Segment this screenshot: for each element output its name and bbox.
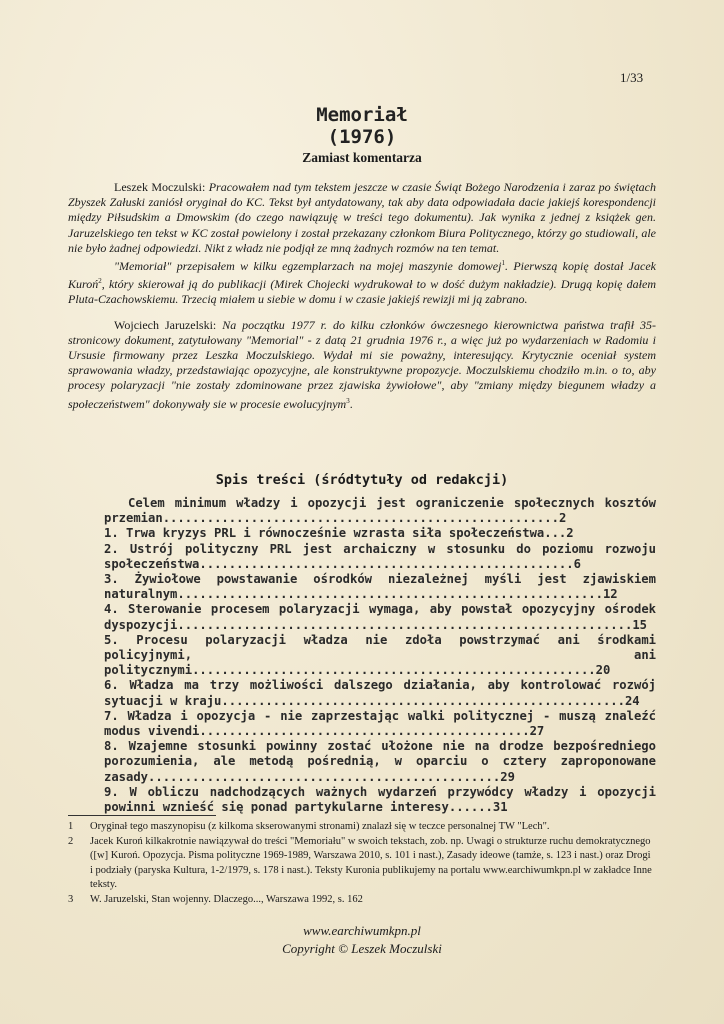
intro-paragraph-2 bbox=[68, 256, 656, 308]
footnote bbox=[68, 893, 656, 908]
toc-entry-title: Celem minimum władzy i opozycji jest ograniczenie społecznych kosztów przemian bbox=[104, 496, 656, 526]
toc-leader: ....................................................... bbox=[192, 663, 596, 678]
toc-entry-title: 5. Procesu polaryzacji władza nie zdoła powstrzymać ani środkami policyjnymi, ani politycznymi bbox=[104, 632, 656, 678]
toc-page-number: 31 bbox=[492, 800, 508, 815]
footnote bbox=[68, 835, 656, 893]
toc-leader: .......................................................... bbox=[177, 587, 603, 602]
author-name: Wojciech Jaruzelski: bbox=[114, 317, 223, 332]
title-text: Memoriał bbox=[316, 104, 408, 126]
intro-paragraph-3 bbox=[68, 318, 656, 412]
title-year: (1976) bbox=[327, 126, 397, 148]
page-footer bbox=[68, 922, 656, 958]
footnote-ref: 1 bbox=[501, 259, 505, 268]
punctuation: . bbox=[349, 396, 353, 411]
document-title bbox=[68, 104, 656, 148]
toc-page-number: 24 bbox=[624, 693, 640, 708]
toc-page-number: 2 bbox=[558, 511, 567, 526]
toc-entry-title: 8. Wzajemne stosunki powinny zostać ułożone nie na drodze bezpośredniego porozumienia, ale metodą pośrednią, w oparciu o cztery zaproponowane zasady bbox=[104, 739, 656, 784]
toc-page-number: 6 bbox=[573, 556, 581, 571]
toc-entry[interactable] bbox=[104, 542, 656, 572]
toc-page-number: 12 bbox=[602, 587, 618, 602]
author-name: Leszek Moczulski: bbox=[114, 180, 209, 194]
quote-text: "Memoriał" przepisałem w kilku egzemplarzach na mojej maszynie domowej bbox=[114, 259, 502, 274]
toc-heading: Spis treści (śródtytuły od redakcji) bbox=[215, 472, 509, 488]
toc-entry-title: 9. W obliczu nadchodzących ważnych wydarzeń przywódcy władzy i opozycji powinni wznieść się ponad partykularne interesy bbox=[104, 784, 656, 815]
toc-entry-title: 3. Żywiołowe powstawanie ośrodków niezależnej myśli jest zjawiskiem naturalnym bbox=[104, 572, 656, 602]
toc-entry[interactable] bbox=[104, 526, 656, 541]
footnote-number: 2 bbox=[68, 835, 74, 847]
quote-text: Na początku 1977 r. do kilku członków ówczesnego kierownictwa państwa trafił 35-stronicowy dokument, zatytułowany "Memorial" - z datą 21 grudnia 1976 r., a więc już po wydarzeniach w Radomiu i Ursusie firmowany przez Leszka Moczulskiego. Wydał mi sie poważny, interesujący. Krytycznie oceniał system sprawowania władzy, przedstawiając opozycyjne, ale konstruktywne propozycje. Moczulskiemu chodziło m.in. o to, aby procesy polaryzacji "nie zostały zdominowane przez zjawiska żywiołowe", aby "zmiany między biegunem władzy a społeczeństwem" dokonywały sie w procesie ewolucyjnym bbox=[68, 317, 657, 411]
toc-leader: ... bbox=[544, 526, 567, 541]
document-subtitle: Zamiast komentarza bbox=[302, 150, 422, 165]
toc-entry[interactable] bbox=[104, 739, 656, 785]
toc-entry[interactable] bbox=[104, 496, 656, 526]
footnote-text: Oryginał tego maszynopisu (z kilkoma skserowanymi stronami) znalazł się w teczce personalnej TW "Lech". bbox=[90, 821, 550, 832]
footnote-number: 3 bbox=[68, 893, 74, 905]
footer-copyright: Copyright © Leszek Moczulski bbox=[282, 941, 442, 956]
toc-entry[interactable] bbox=[104, 709, 656, 739]
quote-text: . Pierwszą kopię dostał Jacek Kuroń bbox=[68, 259, 656, 292]
footnote-text: W. Jaruzelski, Stan wojenny. Dlaczego..., Warszawa 1992, s. 162 bbox=[90, 893, 363, 905]
toc-leader: ...................................................... bbox=[162, 511, 559, 526]
toc-page-number: 20 bbox=[595, 663, 611, 678]
footnote-number: 1 bbox=[68, 821, 74, 832]
toc-entry[interactable] bbox=[104, 678, 656, 708]
toc-entry-title: 6. Władza ma trzy możliwości dalszego działania, aby kontrolować rozwój sytuacji w kraju bbox=[104, 678, 656, 708]
toc-leader: ................................................... bbox=[199, 556, 574, 571]
intro-section bbox=[68, 180, 656, 412]
toc-entry[interactable] bbox=[104, 785, 656, 815]
footnote-ref: 2 bbox=[98, 277, 102, 286]
toc-entry[interactable] bbox=[104, 602, 656, 632]
table-of-contents bbox=[104, 496, 656, 815]
toc-page-number: 2 bbox=[566, 526, 574, 541]
toc-leader: ............................................. bbox=[199, 724, 530, 739]
page-number: 1/33 bbox=[620, 70, 644, 85]
toc-entry[interactable] bbox=[104, 572, 656, 602]
toc-page-number: 15 bbox=[632, 617, 647, 632]
toc-leader: ...... bbox=[448, 800, 493, 815]
footer-url[interactable]: www.earchiwumkpn.pl bbox=[303, 923, 421, 938]
toc-leader: .............................................................. bbox=[177, 617, 633, 632]
toc-entry-title: 2. Ustrój polityczny PRL jest archaiczny w stosunku do poziomu rozwoju społeczeństwa bbox=[104, 541, 656, 571]
footnote-ref: 3 bbox=[346, 396, 350, 405]
toc-leader: ................................................ bbox=[148, 769, 501, 784]
footnote-divider bbox=[68, 815, 216, 816]
intro-paragraph-1 bbox=[68, 180, 656, 256]
toc-entry-title: 1. Trwa kryzys PRL i równocześnie wzrasta siła społeczeństwa bbox=[104, 526, 545, 541]
toc-entry-title: 4. Sterowanie procesem polaryzacji wymaga, aby powstał opozycyjny ośrodek dyspozycji bbox=[104, 602, 656, 632]
quote-text: Pracowałem nad tym tekstem jeszcze w czasie Świąt Bożego Narodzenia i zaraz po świętach Zbyszek Załuski zaniósł oryginał do KC. Tekst był antydatowany, tak aby data odpowiadała dacie jakiejś korespondencji między Piłsudskim a Dmowskim (do czego nawiązuję w treści tego dokumentu). Jak wynika z jednej z książek gen. Jaruzelskiego ten tekst w KC został powielony i został przekazany członkom Biura Politycznego, którzy go studiowali, ale nie było żadnej odpowiedzi. Nikt z władz nie podjął ze mną żadnych rozmów na ten temat. bbox=[68, 180, 656, 255]
quote-text: , który skierował ją do publikacji (Mirek Chojecki wydrukował to w dość dużym nakładzie). Drugą kopię dałem Pluta-Czachowskiemu. Trzecią miałem u siebie w domu i w czasie jakiejś rewizji mi ją zabrano. bbox=[68, 277, 656, 307]
footnote-text: Jacek Kuroń kilkakrotnie nawiązywał do treści "Memoriału" w swoich tekstach, zob. np. Uwagi o strukturze ruchu demokratycznego ([w] Kuroń. Opozycja. Pisma polityczne 1969-1989, Warszawa 2010, s. 101 i nast.), Zasady ideowe (tamże, s. 123 i nast.) oraz Drogi i podziały (paryska Kultura, 1-2/1979, s. 178 i nast.). Teksty Kuronia publikujemy na portalu www.earchiwumkpn.pl w zakładce Inne teksty. bbox=[90, 835, 652, 890]
footnote bbox=[68, 820, 656, 835]
toc-page-number: 27 bbox=[529, 724, 545, 739]
toc-page-number: 29 bbox=[500, 769, 515, 784]
toc-entry-title: 7. Władza i opozycja - nie zaprzestając walki politycznej - muszą znaleźć modus vivendi bbox=[104, 708, 656, 739]
toc-leader: ....................................................... bbox=[221, 693, 625, 708]
toc-entry[interactable] bbox=[104, 633, 656, 679]
footnotes bbox=[68, 820, 656, 907]
